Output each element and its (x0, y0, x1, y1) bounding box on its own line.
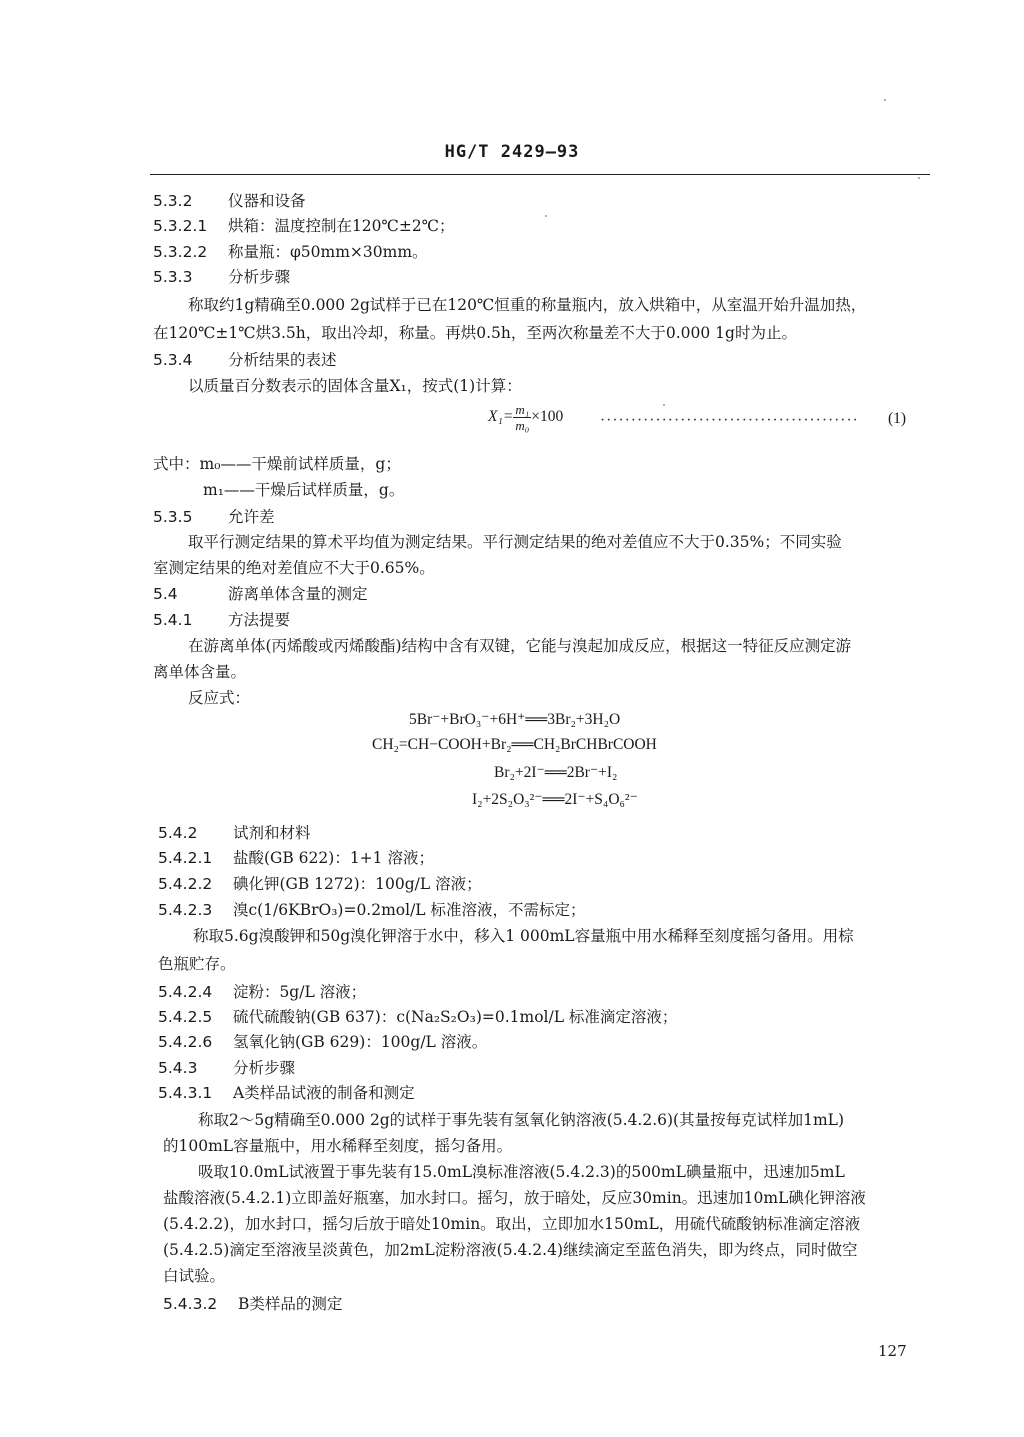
list-item (153, 216, 455, 236)
paragraph-line: 反应式： (188, 689, 251, 707)
section-number: 5.4.1 (153, 611, 193, 629)
page-header: HG/T 2429—93 (444, 142, 580, 162)
section-heading (158, 823, 310, 843)
item-text: 硫代硫酸钠(GB 637)：c(Na₂S₂O₃)=0.1mol/L 标准滴定溶液； (232, 1008, 678, 1026)
item-text: 碘化钾(GB 1272)：100g/L 溶液； (232, 875, 482, 893)
item-text: 氢氧化钠(GB 629)：100g/L 溶液。 (232, 1033, 488, 1051)
formula-fraction (513, 402, 531, 433)
section-number: 5.4.2.3 (158, 901, 213, 919)
section-title: A类样品试液的制备和测定 (232, 1084, 415, 1102)
formula-leader-dots: ·········································· (600, 412, 859, 429)
section-number: 5.4.3.2 (163, 1295, 218, 1313)
fraction-numerator: m₁ (515, 402, 530, 417)
section-title: 分析步骤 (232, 1059, 295, 1077)
section-title: 方法提要 (227, 611, 290, 629)
paragraph-line: 离单体含量。 (153, 663, 247, 681)
item-text: 溴c(1/6KBrO₃)=0.2mol/L 标准溶液，不需标定； (232, 901, 586, 919)
section-number: 5.4.2 (158, 824, 198, 842)
paragraph-line: (5.4.2.5)滴定至溶液呈淡黄色，加2mL淀粉溶液(5.4.2.4)继续滴定至蓝色消失，即为终点，同时做空 (163, 1241, 858, 1259)
section-title: 分析结果的表述 (227, 351, 337, 369)
section-heading (153, 507, 274, 527)
section-heading (153, 191, 305, 211)
list-item (153, 242, 428, 262)
section-title: 仪器和设备 (227, 192, 306, 210)
reaction-equation: I₂+2S₂O₃²⁻══2I⁻+S₄O₆²⁻ (472, 791, 638, 808)
section-heading (163, 1294, 342, 1314)
reaction-equation: Br₂+2I⁻══2Br⁻+I₂ (494, 764, 618, 781)
paragraph-line: m₁——干燥后试样质量，g。 (203, 481, 405, 499)
list-item (158, 982, 366, 1002)
section-number: 5.3.2.2 (153, 243, 208, 261)
paragraph-line: 取平行测定结果的算术平均值为测定结果。平行测定结果的绝对差值应不大于0.35%；不同实验 (188, 533, 842, 551)
page-number: 127 (878, 1342, 907, 1360)
section-number: 5.4.3.1 (158, 1084, 213, 1102)
section-title: B类样品的测定 (237, 1295, 343, 1313)
item-text: 盐酸(GB 622)：1+1 溶液； (232, 849, 434, 867)
fraction-denominator: m₀ (515, 418, 530, 433)
item-text: 烘箱：温度控制在120℃±2℃； (227, 217, 455, 235)
paragraph-line: 在游离单体(丙烯酸或丙烯酸酯)结构中含有双键，它能与溴起加成反应，根据这一特征反应测定游 (188, 637, 852, 655)
list-item (158, 1032, 487, 1052)
section-number: 5.4.2.5 (158, 1008, 213, 1026)
formula-1 (488, 402, 563, 433)
section-number: 5.3.3 (153, 268, 193, 286)
paragraph-line: 在120℃±1℃烘3.5h，取出冷却，称量。再烘0.5h，至两次称量差不大于0.000 1g时为止。 (153, 324, 797, 342)
list-item (158, 848, 434, 868)
section-title: 分析步骤 (227, 268, 290, 286)
paragraph-line: 的100mL容量瓶中，用水稀释至刻度，摇匀备用。 (163, 1137, 513, 1155)
formula-lhs: X₁= (488, 408, 514, 426)
item-text: 淀粉：5g/L 溶液； (232, 983, 367, 1001)
paragraph-line: (5.4.2.2)，加水封口，摇匀后放于暗处10min。取出，立即加水150mL，用硫代硫酸钠标准滴定溶液 (163, 1215, 861, 1233)
paragraph-line: 吸取10.0mL试液置于事先装有15.0mL溴标准溶液(5.4.2.3)的500mL碘量瓶中，迅速加5mL (198, 1163, 845, 1181)
formula-label: (1) (888, 410, 907, 427)
section-title: 允许差 (227, 508, 275, 526)
section-heading (158, 1083, 415, 1103)
header-rule (150, 174, 930, 175)
section-heading (153, 610, 290, 630)
list-item (158, 874, 482, 894)
section-heading (153, 267, 290, 287)
list-item (158, 900, 586, 920)
reaction-equation: CH₂=CH−COOH+Br₂══CH₂BrCHBrCOOH (372, 736, 657, 753)
section-number: 5.4 (153, 585, 178, 603)
section-heading (153, 584, 367, 604)
section-number: 5.4.2.2 (158, 875, 213, 893)
paragraph-line: 称取5.6g溴酸钾和50g溴化钾溶于水中，移入1 000mL容量瓶中用水稀释至刻度摇匀备用。用棕 (193, 927, 854, 945)
paragraph-line: 式中：m₀——干燥前试样质量，g； (153, 455, 401, 473)
paragraph-line: 盐酸溶液(5.4.2.1)立即盖好瓶塞，加水封口。摇匀，放于暗处，反应30min。迅速加10mL碘化钾溶液 (163, 1189, 866, 1207)
formula-rhs: ×100 (531, 408, 564, 426)
scan-speck (663, 404, 665, 406)
scan-speck (918, 177, 920, 179)
section-heading (158, 1058, 295, 1078)
paragraph-line: 室测定结果的绝对差值应不大于0.65%。 (153, 559, 435, 577)
section-number: 5.4.3 (158, 1059, 198, 1077)
section-number: 5.4.2.6 (158, 1033, 213, 1051)
section-number: 5.3.4 (153, 351, 193, 369)
section-number: 5.4.2.1 (158, 849, 213, 867)
section-number: 5.3.2 (153, 192, 193, 210)
paragraph-line: 以质量百分数表示的固体含量X₁，按式(1)计算： (188, 377, 522, 395)
paragraph-line: 称取约1g精确至0.000 2g试样于已在120℃恒重的称量瓶内，放入烘箱中，从室温开始升温加热， (188, 296, 867, 314)
section-title: 游离单体含量的测定 (227, 585, 368, 603)
section-heading (153, 350, 336, 370)
reaction-equation: 5Br⁻+BrO₃⁻+6H⁺══3Br₂+3H₂O (409, 711, 621, 728)
section-number: 5.3.2.1 (153, 217, 208, 235)
paragraph-line: 色瓶贮存。 (158, 955, 236, 973)
section-number: 5.3.5 (153, 508, 193, 526)
item-text: 称量瓶：φ50mm×30mm。 (227, 243, 428, 261)
paragraph-line: 白试验。 (163, 1267, 226, 1285)
section-number: 5.4.2.4 (158, 983, 213, 1001)
scan-speck (545, 215, 547, 217)
list-item (158, 1007, 677, 1027)
section-title: 试剂和材料 (232, 824, 311, 842)
paragraph-line: 称取2～5g精确至0.000 2g的试样于事先装有氢氧化钠溶液(5.4.2.6)(其量按每克试样加1mL) (198, 1111, 844, 1129)
scan-speck (884, 99, 886, 101)
